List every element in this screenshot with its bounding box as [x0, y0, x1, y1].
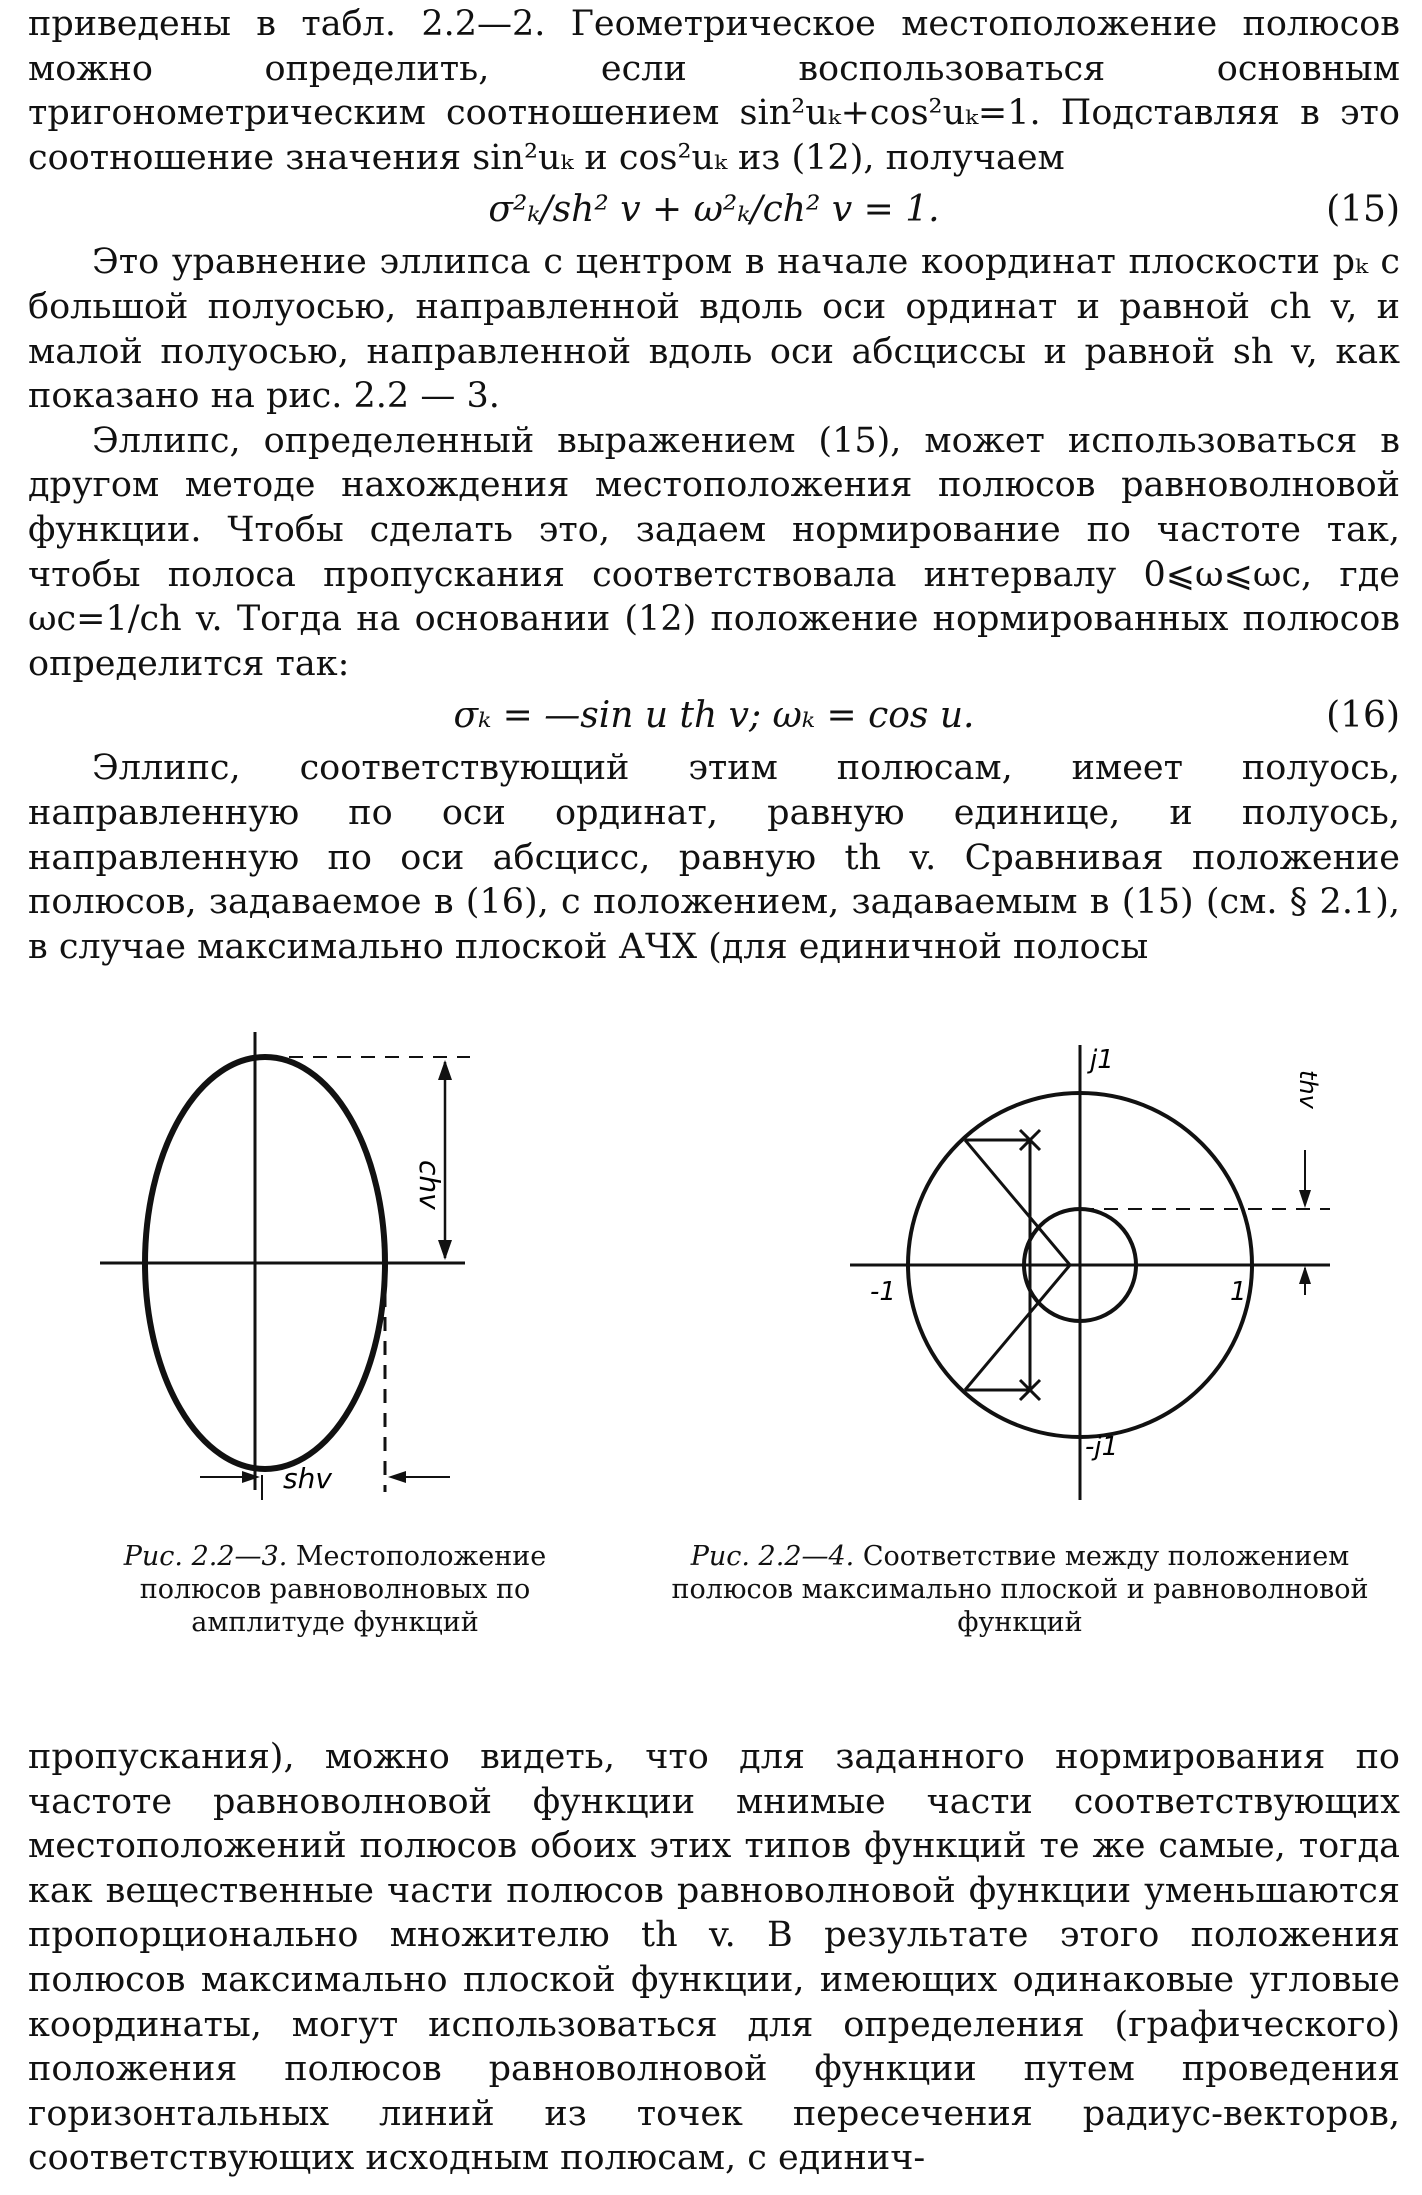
formula-15-number: (15) [1326, 189, 1400, 231]
paragraph-4: Эллипс, соответствующий этим полюсам, имеет полуось, направленную по оси ординат, равную единице, и полуось, направленную по оси абсцисс, равную th v. Сравнивая положение полюсов, задаваемое в (16), с положением, задаваемым в (15) (см. § 2.1), в случае максимально плоской АЧХ (для единичной полосы [28, 748, 1400, 967]
formula-15-expression: σ²ₖ/sh² v + ω²ₖ/ch² v = 1. [488, 189, 940, 231]
j1-label: j1 [1090, 1045, 1114, 1075]
thv-arrow-up [1299, 1266, 1311, 1284]
chv-label: chv [413, 1160, 446, 1210]
shv-label: shv [283, 1462, 332, 1495]
minus-j1-label: -j1 [1085, 1432, 1119, 1462]
minus-1-label: -1 [870, 1277, 896, 1307]
figure-ellipse [80, 1030, 500, 1510]
formula-16 [28, 686, 1400, 746]
figure-4-caption-text: Соответствие между положением полюсов максимально плоской и равноволновой функций [671, 1541, 1369, 1638]
figure-circles [840, 1040, 1360, 1510]
text-block-bottom [28, 1735, 1400, 2181]
chv-arrow-down [438, 1240, 452, 1260]
paragraph-2: Это уравнение эллипса с центром в начале координат плоскости pₖ с большой полуосью, направленной вдоль оси ординат и равной ch v, и малой полуосью, направленной вдоль оси абсциссы и равной sh v, как показано на рис. 2.2 — 3. [28, 242, 1400, 417]
shv-left-arrowhead [242, 1471, 260, 1483]
paragraph-1: приведены в табл. 2.2—2. Геометрическое местоположение полюсов можно определить, если воспользоваться основным тригонометрическим соотношением sin²uₖ+cos²uₖ=1. Подставляя в это соотношение значения sin²uₖ и cos²uₖ из (12), получаем [28, 4, 1400, 178]
paragraph-5: пропускания), можно видеть, что для заданного нормирования по частоте равноволновой функции мнимые части соответствующих местоположений полюсов обоих этих типов функций те же самые, тогда как вещественные части полюсов равноволновой функции уменьшаются пропорционально множителю th v. В результате этого положения полюсов максимально плоской функции, имеющих одинаковые угловые координаты, могут использоваться для определения (графического) положения полюсов равноволновой функции путем проведения горизонтальных линий из точек пересечения радиус-векторов, соответствующих исходным полюсам, с единич- [28, 1737, 1400, 2179]
figure-4-caption [640, 1540, 1400, 1639]
one-label: 1 [1230, 1277, 1247, 1307]
figure-3-caption-label: Рис. 2.2—3. [123, 1541, 288, 1572]
paragraph-3: Эллипс, определенный выражением (15), может использоваться в другом методе нахождения местоположения полюсов равноволновой функции. Чтобы сделать это, задаем нормирование по частоте так, чтобы полоса пропускания соответствовала интервалу 0⩽ω⩽ωc, где ωc=1/ch v. Тогда на основании (12) положение нормированных полюсов определится так: [28, 420, 1400, 684]
formula-15 [28, 180, 1400, 240]
radius-vector-lower [965, 1265, 1070, 1390]
shv-right-arrowhead [388, 1471, 406, 1483]
radius-vector-upper [965, 1140, 1070, 1265]
formula-16-number: (16) [1326, 695, 1400, 737]
chv-arrow-up [438, 1060, 452, 1080]
formula-16-expression: σₖ = —sin u th v; ωₖ = cos u. [453, 695, 975, 737]
figure-4-caption-label: Рис. 2.2—4. [690, 1541, 855, 1572]
figure-3-caption [115, 1540, 555, 1639]
figure-3-caption-text: Местоположение полюсов равноволновых по амплитуде функций [139, 1541, 547, 1638]
thv-label: thv [1294, 1070, 1322, 1109]
text-block-top [28, 2, 1400, 969]
thv-arrow-down [1299, 1190, 1311, 1208]
